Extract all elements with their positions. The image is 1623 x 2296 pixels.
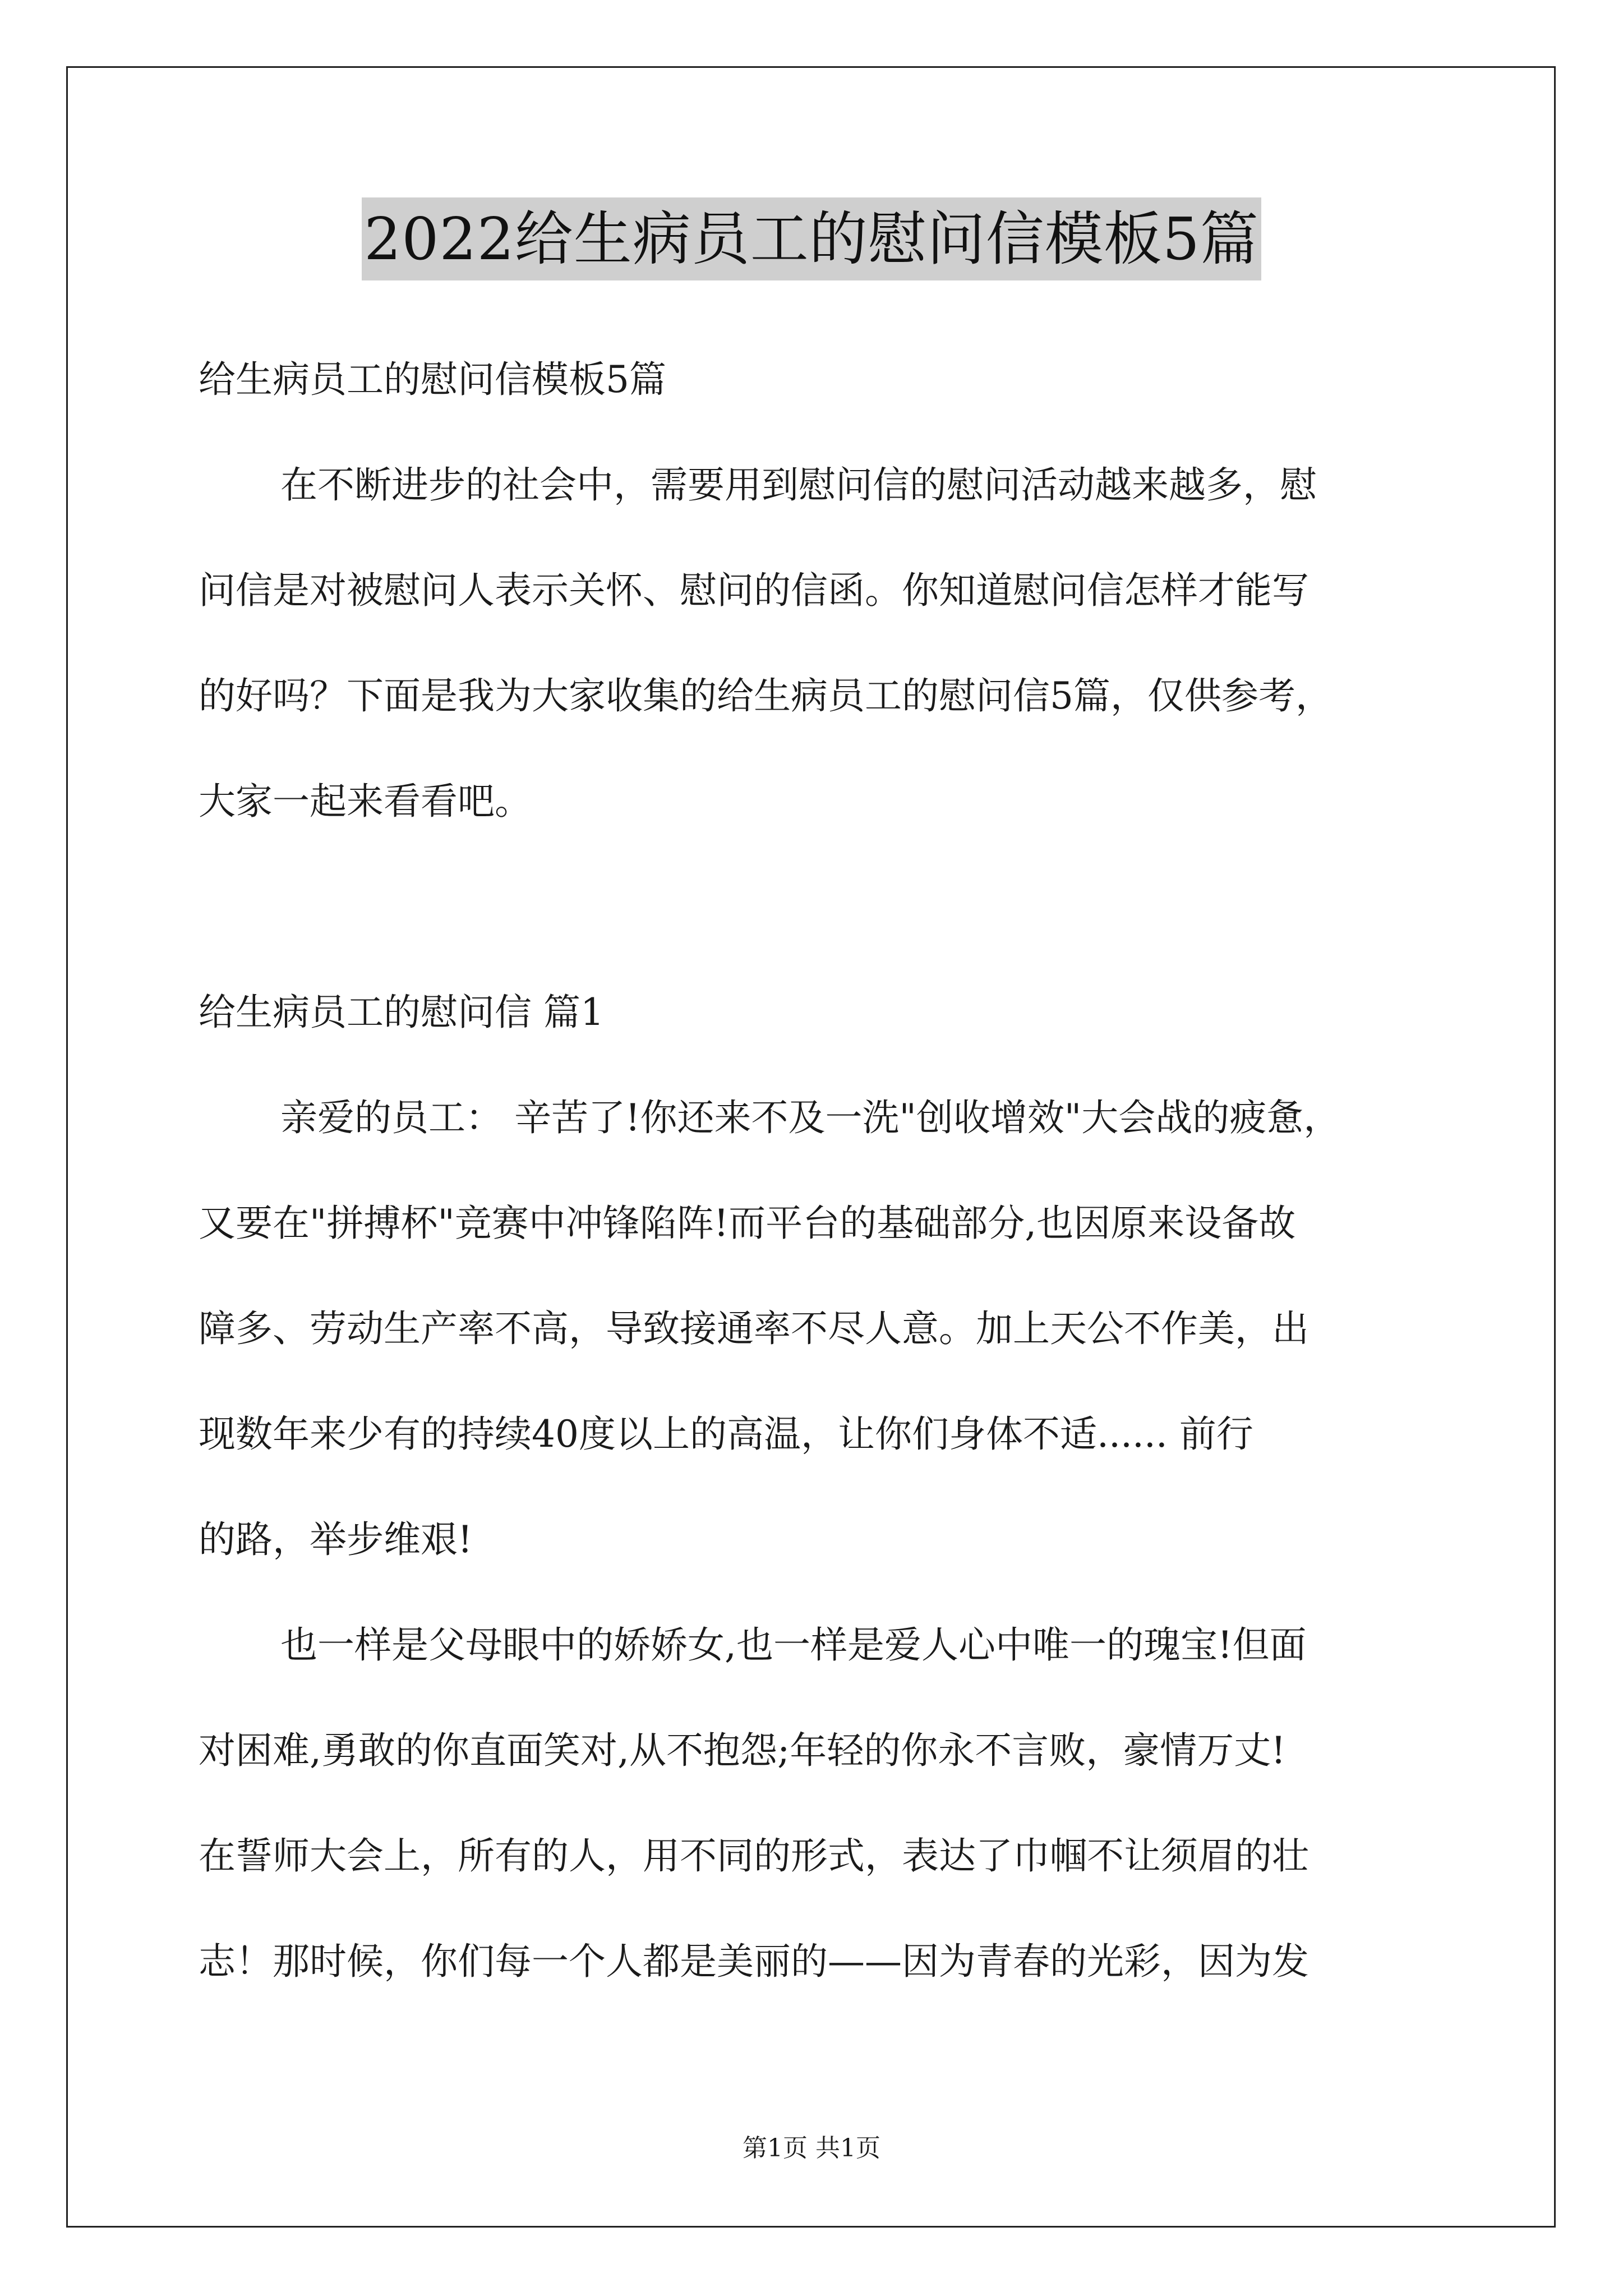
- intro-line-2: 问信是对被慰问人表示关怀、慰问的信函。你知道慰问信怎样才能写: [199, 569, 1309, 612]
- paragraph1-line-5: 的路，举步维艰!: [199, 1518, 473, 1561]
- intro-line-3: 的好吗？下面是我为大家收集的给生病员工的慰问信5篇，仅供参考，: [199, 674, 1332, 717]
- page-number-footer: 第1页 共1页: [743, 2134, 880, 2162]
- paragraph2-line-4: 志！那时候，你们每一个人都是美丽的——因为青春的光彩，因为发: [199, 1940, 1309, 1983]
- title-container: [0, 197, 1623, 280]
- paragraph2-line-3: 在誓师大会上，所有的人，用不同的形式，表达了巾帼不让须眉的壮: [199, 1834, 1309, 1878]
- intro-line-1: 在不断进步的社会中，需要用到慰问信的慰问活动越来越多，慰: [280, 463, 1317, 507]
- paragraph1-line-1: 亲爱的员工： 辛苦了!你还来不及一洗"创收增效"大会战的疲惫，: [280, 1096, 1341, 1139]
- section-heading: 给生病员工的慰问信 篇1: [199, 991, 604, 1034]
- document-subtitle: 给生病员工的慰问信模板5篇: [199, 358, 666, 401]
- paragraph2-line-1: 也一样是父母眼中的娇娇女,也一样是爱人心中唯一的瑰宝!但面: [280, 1623, 1307, 1667]
- paragraph1-line-4: 现数年来少有的持续40度以上的高温，让你们身体不适...... 前行: [199, 1412, 1253, 1456]
- document-title: 2022给生病员工的慰问信模板5篇: [362, 197, 1261, 280]
- intro-line-4: 大家一起来看看吧。: [199, 780, 532, 823]
- paragraph1-line-2: 又要在"拼搏杯"竞赛中冲锋陷阵!而平台的基础部分,也因原来设备故: [199, 1202, 1296, 1245]
- paragraph2-line-2: 对困难,勇敢的你直面笑对,从不抱怨;年轻的你永不言败，豪情万丈!: [199, 1729, 1286, 1772]
- paragraph1-line-3: 障多、劳动生产率不高，导致接通率不尽人意。加上天公不作美，出: [199, 1307, 1309, 1350]
